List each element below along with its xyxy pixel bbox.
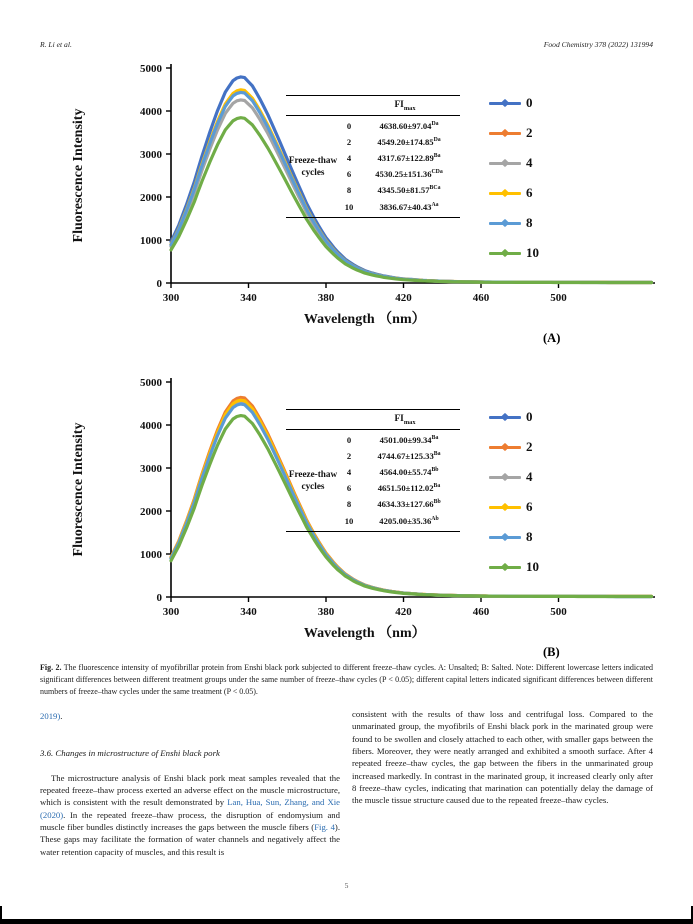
x-tick-label: 500 — [550, 606, 567, 618]
fimax-value-cell: $4501.00\pm 99.34^{Ba}$ — [379, 435, 439, 446]
legend-line-swatch — [489, 506, 521, 509]
text-segment: The fluorescence intensity of myofibrillar protein from Enshi black pork subjected to different freeze–thaw cycles. A: Unsalted; B: Salted. Note: Different lowercase letters indicated significant differences between different treatment groups under the same number of freeze–thaw cycles (P < 0.05); different capital letters indicated significant differences between different numbers of freeze–thaw cycles under the same treatment (P < 0.05). — [40, 663, 654, 697]
y-tick-label: 1000 — [140, 235, 162, 247]
chart-panel-a — [0, 50, 693, 360]
legend-label: 0 — [526, 95, 533, 110]
cycles-cell: 0 — [346, 435, 352, 446]
legend-marker — [501, 533, 509, 541]
x-tick-label: 340 — [240, 606, 257, 618]
legend-item-10 — [489, 238, 539, 268]
cycles-cell: 4 — [346, 467, 352, 478]
y-axis-title: Fluorescence Intensity — [71, 422, 86, 557]
cycles-cell: 6 — [346, 483, 352, 494]
fimax-value-cell: $4634.33\pm 127.66^{Bb}$ — [377, 499, 441, 510]
chart-legend-b — [489, 402, 539, 582]
fimax-rows — [340, 430, 460, 531]
cycles-cell: 10 — [344, 515, 354, 526]
legend-label: 0 — [526, 409, 533, 424]
fimax-table-header — [286, 96, 460, 116]
y-tick-label: 5000 — [140, 63, 162, 75]
fimax-rows — [340, 116, 460, 217]
fimax-table-b — [286, 409, 460, 532]
fimax-row — [340, 182, 460, 198]
legend-marker — [501, 249, 509, 257]
legend-line-swatch — [489, 162, 521, 165]
text-segment: The microstructure analysis of Enshi black pork meat samples revealed that the repeated freeze–thaw process exerted an adverse effect on the muscle microstructure, which is consistent with the result demonstrated by — [40, 772, 340, 808]
legend-marker — [501, 473, 509, 481]
fimax-value-cell: $4744.67\pm 125.33^{Ba}$ — [377, 451, 441, 462]
cycles-cell: 0 — [346, 121, 352, 132]
legend-item-8 — [489, 208, 539, 238]
page-header — [40, 40, 653, 49]
legend-item-6 — [489, 492, 539, 522]
fimax-row — [340, 432, 460, 448]
legend-label: 4 — [526, 155, 533, 170]
text-segment: . In the repeated freeze–thaw process, the disruption of endomysium and muscle fiber bundles distinctly increases the gaps between the muscle fibers ( — [40, 809, 340, 833]
cycles-cell: 2 — [346, 451, 352, 462]
fimax-value-cell: $4317.67\pm 122.89^{Ba}$ — [377, 153, 441, 164]
x-tick-label: 380 — [317, 292, 335, 304]
fimax-value-cell: $4638.60\pm 97.04^{Da}$ — [379, 121, 439, 132]
legend-item-6 — [489, 178, 539, 208]
legend-item-2 — [489, 118, 539, 148]
chart-legend-a — [489, 88, 539, 268]
legend-item-8 — [489, 522, 539, 552]
y-tick-label: 3000 — [140, 463, 162, 475]
fimax-row — [340, 118, 460, 134]
fimax-row — [340, 448, 460, 464]
cycles-cell: 6 — [346, 169, 352, 180]
cycles-cell: 4 — [346, 153, 352, 164]
fimax-value-cell: $4530.25\pm 151.36^{CDa}$ — [375, 169, 443, 180]
fimax-table-a — [286, 95, 460, 218]
fimax-value-cell: $3836.67\pm 40.43^{Aa}$ — [379, 201, 439, 212]
legend-label: 10 — [526, 559, 539, 574]
legend-marker — [501, 99, 509, 107]
y-tick-label: 2000 — [140, 506, 162, 518]
cycles-cell: 8 — [346, 499, 352, 510]
x-tick-label: 300 — [162, 606, 180, 618]
x-tick-label: 460 — [472, 292, 490, 304]
legend-line-swatch — [489, 102, 521, 105]
label-line: cycles — [301, 481, 325, 492]
label-line: cycles — [301, 167, 325, 178]
text-segment: ). These gaps may facilitate the formation of water channels and negatively affect the water retention capacity of muscles, and this result is — [40, 822, 340, 857]
page-left-border — [0, 906, 2, 924]
legend-marker — [501, 219, 509, 227]
page-bottom-border — [0, 919, 693, 924]
fimax-value-cell: $4564.00\pm 55.74^{Bb}$ — [379, 467, 439, 478]
legend-line-swatch — [489, 222, 521, 225]
legend-marker — [501, 159, 509, 167]
page-number: 5 — [344, 881, 349, 890]
cycles-cell: 10 — [344, 201, 354, 212]
fimax-table-body — [286, 430, 460, 531]
legend-marker — [501, 189, 509, 197]
legend-marker — [501, 563, 509, 571]
cycles-cell: 2 — [346, 137, 352, 148]
legend-line-swatch — [489, 536, 521, 539]
body-right-column — [352, 708, 653, 807]
y-tick-label: 3000 — [140, 149, 162, 161]
freeze-thaw-cycles-label — [286, 116, 340, 217]
text-segment: consistent with the results of thaw loss and centrifugal loss. Compared to the unmarinated group, the myofibrils of Enshi black pork in the marinated group were found to be swollen and closely attached to each other, with smaller gaps between the fibers. Moreover, they were neatly arranged and exhibited a smooth surface. After 4 repeated freeze–thaw cycles, the gap between the fibers in the unmarinated group increased markedly. In contrast in the marinated group, it increased clearly only after 8 freeze–thaw cycles, indicating that marination can potentially delay the damage of the muscle tissue structure caused due to the repeated freeze–thaw cycles. — [352, 709, 653, 806]
x-tick-label: 420 — [395, 606, 412, 618]
legend-label: 10 — [526, 245, 539, 260]
panel-label-b: (B) — [543, 645, 560, 659]
fimax-value-cell: $4549.20\pm 174.85^{Da}$ — [377, 137, 441, 148]
fimax-row — [340, 150, 460, 166]
legend-label: 8 — [526, 529, 533, 544]
y-tick-label: 4000 — [140, 106, 162, 118]
legend-line-swatch — [489, 132, 521, 135]
fimax-value-cell: $4651.50\pm 112.02^{Ba}$ — [377, 483, 441, 494]
fimax-row — [340, 480, 460, 496]
x-tick-label: 300 — [162, 292, 180, 304]
legend-marker — [501, 129, 509, 137]
label-line: Freeze-thaw — [288, 469, 338, 480]
header-journal-ref: Food Chemistry 378 (2022) 131994 — [543, 40, 653, 49]
x-axis-title: Wavelength （nm） — [303, 312, 426, 327]
fimax-row — [340, 464, 460, 480]
body-left-column — [40, 710, 340, 858]
label-line: Freeze-thaw — [288, 155, 338, 166]
citation-link[interactable]: Fig. 4 — [314, 822, 335, 833]
fimax-value-cell: $4205.00\pm 35.36^{Ab}$ — [379, 515, 439, 526]
fimax-row — [340, 166, 460, 182]
y-tick-label: 5000 — [140, 377, 162, 389]
legend-line-swatch — [489, 476, 521, 479]
cycles-cell: 8 — [346, 185, 352, 196]
freeze-thaw-cycles-label — [286, 430, 340, 531]
fimax-label: $FI_{max}$ — [394, 414, 416, 426]
y-axis-title: Fluorescence Intensity — [71, 108, 86, 243]
legend-item-2 — [489, 432, 539, 462]
legend-label: 6 — [526, 499, 533, 514]
text-segment: . — [60, 711, 63, 721]
legend-label: 2 — [526, 439, 533, 454]
fimax-label: $FI_{max}$ — [394, 100, 416, 112]
chart-panel-b — [0, 364, 693, 674]
legend-marker — [501, 443, 509, 451]
legend-marker — [501, 503, 509, 511]
section-heading: 3.6. Changes in microstructure of Enshi black pork — [40, 748, 220, 759]
legend-item-0 — [489, 88, 539, 118]
fimax-table-body — [286, 116, 460, 217]
panel-label-a: (A) — [543, 331, 561, 345]
legend-item-4 — [489, 148, 539, 178]
legend-item-0 — [489, 402, 539, 432]
legend-label: 4 — [526, 469, 533, 484]
citation-link[interactable]: Lan, Hua, Sun, Zhang, and Xie (2020) — [40, 797, 341, 820]
legend-item-10 — [489, 552, 539, 582]
y-tick-label: 2000 — [140, 192, 162, 204]
legend-line-swatch — [489, 192, 521, 195]
x-tick-label: 420 — [395, 292, 412, 304]
legend-item-4 — [489, 462, 539, 492]
y-tick-label: 1000 — [140, 549, 162, 561]
citation-link[interactable]: 2019) — [40, 711, 61, 721]
figure-caption — [40, 662, 653, 699]
y-tick-label: 0 — [156, 592, 162, 604]
text-segment: Fig. 2. — [40, 663, 62, 672]
legend-label: 2 — [526, 125, 533, 140]
legend-label: 6 — [526, 185, 533, 200]
body-paragraph — [40, 772, 340, 858]
legend-line-swatch — [489, 446, 521, 449]
fimax-row — [340, 496, 460, 512]
fimax-table-header — [286, 410, 460, 430]
legend-line-swatch — [489, 566, 521, 569]
x-tick-label: 340 — [240, 292, 257, 304]
body-paragraph — [352, 708, 653, 807]
fimax-value-cell: $4345.50\pm 81.57^{BCa}$ — [377, 185, 441, 196]
fimax-row — [340, 134, 460, 150]
header-authors: R. Li et al. — [40, 40, 72, 49]
fimax-row — [340, 198, 460, 214]
y-tick-label: 0 — [156, 278, 162, 290]
legend-line-swatch — [489, 252, 521, 255]
x-tick-label: 500 — [550, 292, 567, 304]
legend-marker — [501, 413, 509, 421]
x-axis-title: Wavelength （nm） — [303, 626, 426, 641]
legend-line-swatch — [489, 416, 521, 419]
y-tick-label: 4000 — [140, 420, 162, 432]
x-tick-label: 460 — [472, 606, 490, 618]
fimax-row — [340, 512, 460, 528]
x-tick-label: 380 — [317, 606, 335, 618]
legend-label: 8 — [526, 215, 533, 230]
paragraph-tail — [40, 710, 340, 722]
